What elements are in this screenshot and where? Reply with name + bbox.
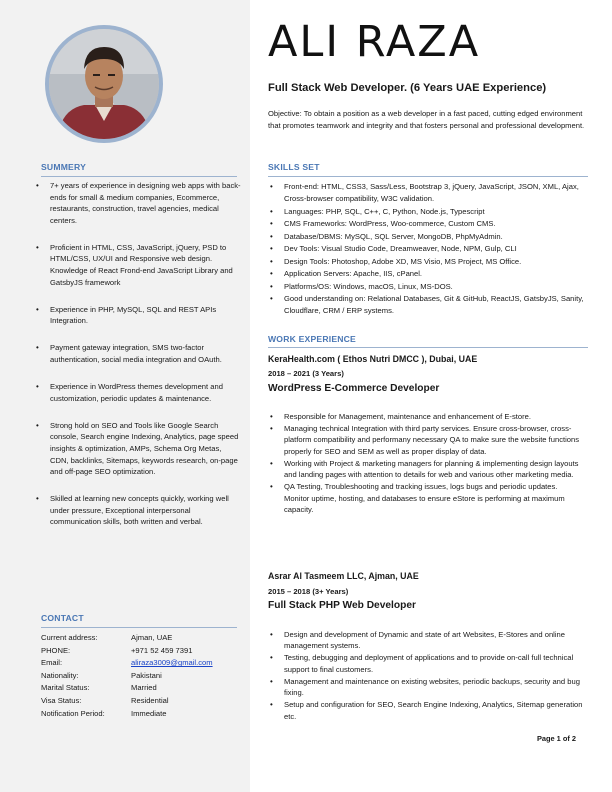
contact-label: Notification Period: xyxy=(41,708,105,718)
contact-row-email xyxy=(41,657,241,670)
experience-heading: WORK EXPERIENCE xyxy=(268,334,356,344)
contact-row-address xyxy=(41,632,241,645)
summary-divider xyxy=(41,176,237,177)
list-item: • Languages: PHP, SQL, C++, C, Python, Node.js, Typescript xyxy=(268,206,588,218)
list-item: • Working with Project & marketing managers for planning & implementing design layouts and landing pages with attention to details for web and various other marketing media. xyxy=(268,458,584,481)
list-item: • Experience in PHP, MySQL, SQL and REST APIs Integration. xyxy=(30,304,242,327)
contact-row-notice xyxy=(41,708,241,721)
contact-label: Current address: xyxy=(41,633,98,642)
job-role: WordPress E-Commerce Developer xyxy=(268,383,440,394)
skills-divider xyxy=(268,176,588,177)
contact-table xyxy=(41,632,241,720)
list-item: • Testing, debugging and deployment of applications and to provide on-call full technical support to final customers. xyxy=(268,652,584,675)
job-company: Asrar Al Tasmeem LLC, Ajman, UAE xyxy=(268,571,419,581)
contact-value: Immediate xyxy=(131,708,167,718)
list-item: • Responsible for Management, maintenance and enhancement of E-store. xyxy=(268,411,584,422)
left-sidebar xyxy=(0,0,250,792)
list-item: • Skilled at learning new concepts quickly, working well under pressure, Exceptional interpersonal communication skills, both written and verbal. xyxy=(30,493,242,528)
list-item: • 7+ years of experience in designing web apps with back-ends for small & medium companies, Ecommerce, restaurants, construction, travel agencies, medical centers. xyxy=(30,180,242,226)
email-link[interactable]: aliraza3009@gmail.com xyxy=(131,658,213,668)
list-item: • QA Testing, Troubleshooting and tracking issues, logs bugs and periodic updates. Monitor uptime, hosting, and databases to ensure eStore is performing at maximum capacity. xyxy=(268,481,584,515)
experience-divider xyxy=(268,347,588,348)
summary-heading: SUMMERY xyxy=(41,162,87,172)
job-dates: 2018 – 2021 (3 Years) xyxy=(268,369,344,378)
list-item: • Strong hold on SEO and Tools like Google Search console, Search engine Indexing, Analytics, page speed insights & optimization, AMPs, Schema Org Metas, CDN, backlinks, Sitemaps, keywords research, on-page and off-page SEO optimization. xyxy=(30,420,242,478)
list-item: • Front-end: HTML, CSS3, Sass/Less, Bootstrap 3, jQuery, JavaScript, JSON, XML, Ajax, Cross-browser compatibility, W3C validation. xyxy=(268,181,588,205)
contact-row-visa xyxy=(41,695,241,708)
contact-row-nationality xyxy=(41,670,241,683)
contact-value: +971 52 459 7391 xyxy=(131,645,193,655)
contact-label: Visa Status: xyxy=(41,695,82,705)
list-item: • Payment gateway integration, SMS two-factor authentication, social media integration and OAuth. xyxy=(30,342,242,365)
headline: Full Stack Web Developer. (6 Years UAE Experience) xyxy=(268,82,547,94)
list-item: • Managing technical Integration with third party services. Ensure cross-browser, cross-platform compatibility and performany necessary QA to make sure the website functions properly for SEO and SEM as well as proper display of data. xyxy=(268,423,584,457)
list-item: • Management and maintenance on existing websites, periodic backups, security and bug fixing. xyxy=(268,676,584,699)
list-item: • Good understanding on: Relational Databases, Git & GitHub, ReactJS, GatsbyJS, Sanity, Cloudflare, CRM / ERP systems. xyxy=(268,293,588,317)
contact-value: Married xyxy=(131,683,157,693)
job-company: KeraHealth.com ( Ethos Nutri DMCC ), Dubai, UAE xyxy=(268,354,478,364)
job-role: Full Stack PHP Web Developer xyxy=(268,600,416,611)
list-item: • Proficient in HTML, CSS, JavaScript, jQuery, PSD to HTML/CSS, UX/UI and Responsive web design. Knowledge of React Frond-end JavaScript Library and GatsbyJS framework xyxy=(30,242,242,288)
list-item: • Database/DBMS: MySQL, SQL Server, MongoDB, PhpMyAdmin. xyxy=(268,231,588,243)
contact-label: Nationality: xyxy=(41,670,79,680)
list-item: • Design Tools: Photoshop, Adobe XD, MS Visio, MS Project, MS Office. xyxy=(268,256,588,268)
list-item: • Design and development of Dynamic and state of art Websites, E-Stores and online management systems. xyxy=(268,629,584,652)
skills-list xyxy=(268,181,588,318)
summary-list xyxy=(30,180,242,544)
portrait-illustration xyxy=(49,29,159,139)
contact-value: Pakistani xyxy=(131,670,162,680)
contact-heading: CONTACT xyxy=(41,613,84,623)
job-responsibilities xyxy=(268,629,584,723)
contact-label: PHONE: xyxy=(41,645,71,655)
list-item: • Experience in WordPress themes development and customization, periodic updates & maintenance. xyxy=(30,381,242,404)
skills-heading: SKILLS SET xyxy=(268,162,320,172)
list-item: • Platforms/OS: Windows, macOS, Linux, MS-DOS. xyxy=(268,281,588,293)
candidate-name: ALI RAZA xyxy=(268,17,481,67)
contact-value: Residential xyxy=(131,695,169,705)
job-dates: 2015 – 2018 (3+ Years) xyxy=(268,587,349,596)
contact-row-phone xyxy=(41,645,241,658)
contact-value: Ajman, UAE xyxy=(131,633,173,642)
list-item: • CMS Frameworks: WordPress, Woo-commerce, Custom CMS. xyxy=(268,218,588,230)
contact-row-marital xyxy=(41,682,241,695)
profile-photo xyxy=(45,25,163,143)
job-responsibilities xyxy=(268,411,584,516)
page-number: Page 1 of 2 xyxy=(536,734,576,743)
objective-text: Objective: To obtain a position as a web developer in a fast paced, cutting edged environment that promotes teamwork and integrity and that fosters personal and professional development. xyxy=(268,109,585,130)
contact-divider xyxy=(41,627,237,628)
list-item: • Application Servers: Apache, IIS, cPanel. xyxy=(268,268,588,280)
list-item: • Setup and configuration for SEO, Search Engine Indexing, Analytics, Sitemap generation etc. xyxy=(268,699,584,722)
list-item: • Dev Tools: Visual Studio Code, Dreamweaver, Node, NPM, Gulp, CLI xyxy=(268,243,588,255)
contact-label: Email: xyxy=(41,658,63,668)
contact-label: Marital Status: xyxy=(41,683,90,693)
